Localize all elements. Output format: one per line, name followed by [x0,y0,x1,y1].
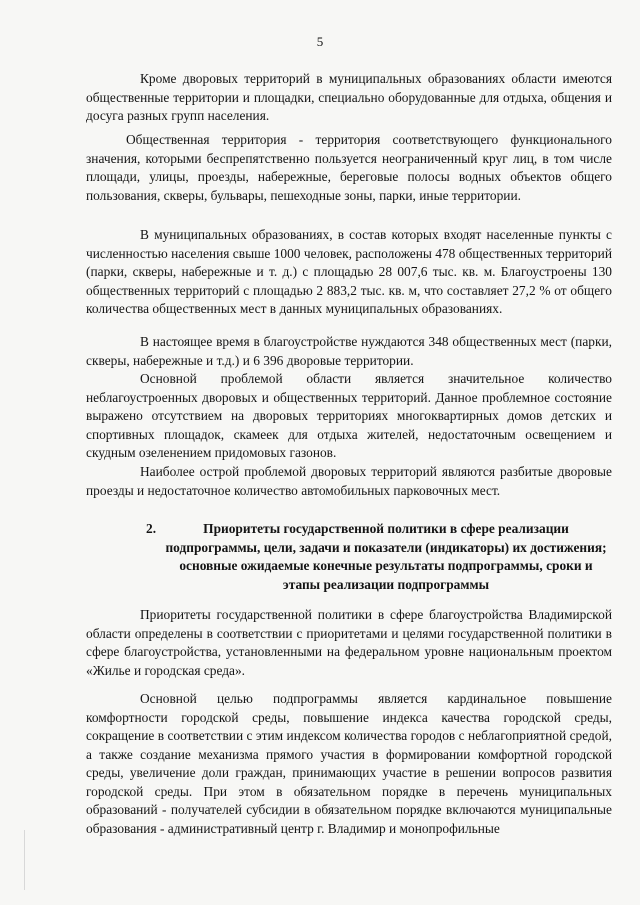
paragraph-current-needs: В настоящее время в благоустройстве нуждаются 348 общественных мест (парки, скверы, набережные и т.д.) и 6 396 дворовые территории. [86,334,612,368]
paragraph-main-problem: Основной проблемой области является значительное количество неблагоустроенных дворовых и общественных территорий. Данное проблемное состояние выражено отсутствием на дворовых территориях многоквартирных домов детских и спортивных площадок, скамеек для отдыха жителей, недостаточным освещением и скудным озеленением придомовых газонов. [86,371,612,460]
paragraph-main-goal: Основной целью подпрограммы является кардинальное повышение комфортности городской среды, повышение индекса качества городской среды, сокращение в соответствии с этим индексом количества городов с неблагоприятной средой, а также создание механизма прямого участия в формировании комфортной городской среды, увеличение доли граждан, принимающих участие в решении вопросов развития городской среды. При этом в обязательном порядке в перечень муниципальных образований - получателей субсидии в обязательном порядке включаются муниципальные образования - административный центр г. Владимир и монопрофильные [86,691,612,836]
scan-margin-mark [24,830,25,890]
paragraph-public-territory-definition: Общественная территория - территория соответствующего функционального значения, которыми беспрепятственно пользуется неограниченный круг лиц, в том числе площади, улицы, проезды, набережные, береговые полосы водных объектов общего пользования, скверы, бульвары, пешеходные зоны, парки, иные территории. [86,132,612,203]
section-heading: Приоритеты государственной политики в сфере реализации подпрограммы, цели, задачи и показатели (индикаторы) их достижения; основные ожидаемые конечные результаты подпрограммы, сроки и этапы реализации подпрограммы [165,521,607,592]
section-number: 2. [146,521,157,536]
paragraph-acute-problem: Наиболее острой проблемой дворовых территорий являются разбитые дворовые проезды и недостаточное количество автомобильных парковочных мест. [86,464,612,498]
paragraph-territory-statistics: В муниципальных образованиях, в состав которых входят населенные пункты с численностью населения свыше 1000 человек, расположены 478 общественных территорий (парки, скверы, набережные и т. д.) с площадью 28 007,6 тыс. кв. м. Благоустроены 130 общественных территорий с площадью 2 883,2 тыс. кв. м, что составляет 27,2 % от общего количества общественных мест в данных муниципальных образованиях. [86,227,612,316]
paragraph-other-territories: Кроме дворовых территорий в муниципальных образованиях области имеются общественные территории и площадки, специально оборудованные для отдыха, общения и досуга разных групп населения. [86,71,612,123]
page-number: 5 [316,34,324,49]
paragraph-priorities: Приоритеты государственной политики в сфере благоустройства Владимирской области определены в соответствии с приоритетами и целями государственной политики в сфере благоустройства, установленными на федеральном уровне национальным проектом «Жилье и городская среда». [86,607,612,678]
